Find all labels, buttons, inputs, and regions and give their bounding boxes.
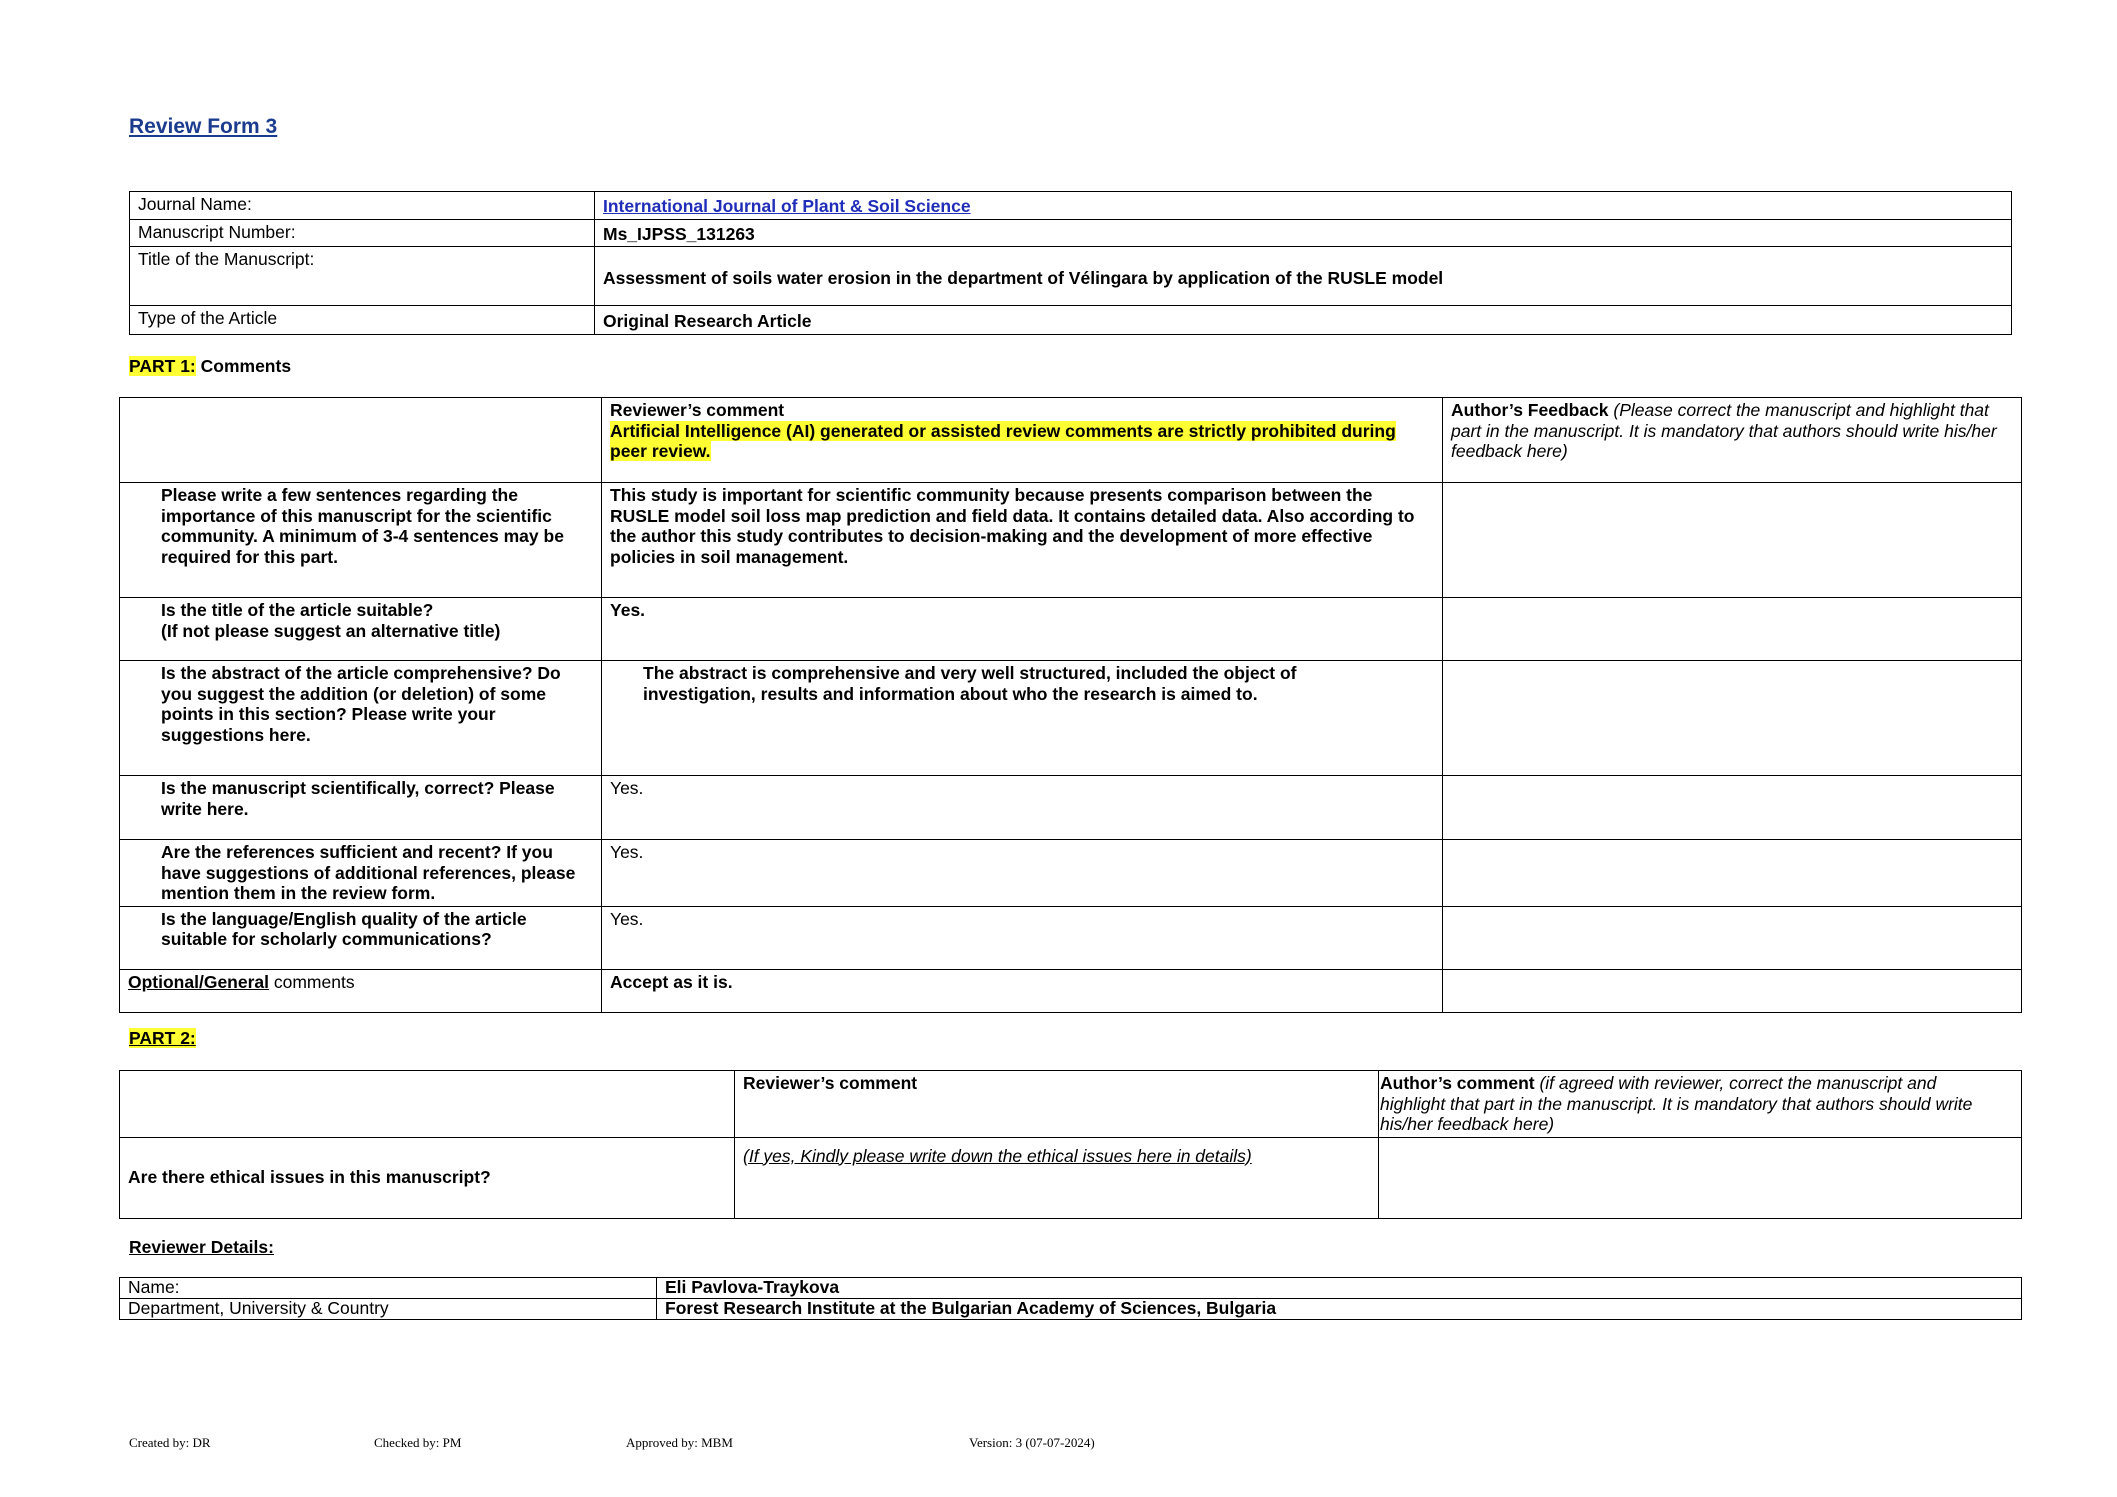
answer-title: Yes. xyxy=(602,598,1443,661)
info-label: Journal Name: xyxy=(130,192,595,220)
ai-prohibited-notice: Artificial Intelligence (AI) generated or assisted review comments are strictly prohibited during peer review. xyxy=(610,420,1396,461)
form-title: Review Form 3 xyxy=(129,115,278,138)
optional-comments-rest: comments xyxy=(269,971,355,992)
info-label: Type of the Article xyxy=(130,306,595,335)
author-feedback-cell[interactable] xyxy=(1443,598,2022,661)
optional-comments-label xyxy=(120,969,602,1012)
reviewer-details-table xyxy=(119,1277,2022,1320)
journal-name-link[interactable]: International Journal of Plant & Soil Science xyxy=(603,196,971,216)
part1-header-row xyxy=(120,398,2022,483)
part1-heading xyxy=(129,356,291,377)
table-row xyxy=(120,776,2022,840)
part2-reviewer-comment-header: Reviewer’s comment xyxy=(735,1071,1379,1138)
footer-created-by: Created by: DR xyxy=(129,1435,211,1450)
question-scientific: Is the manuscript scientifically, correct? Please write here. xyxy=(120,776,602,840)
info-value: Ms_IJPSS_131263 xyxy=(595,219,2012,247)
reviewer-affiliation: Forest Research Institute at the Bulgarian Academy of Sciences, Bulgaria xyxy=(657,1299,2022,1320)
info-value: Assessment of soils water erosion in the department of Vélingara by application of the RUSLE model xyxy=(595,247,2012,306)
answer-scientific: Yes. xyxy=(602,776,1443,840)
question-references: Are the references sufficient and recent? If you have suggestions of additional references, please mention them in the review form. xyxy=(120,840,602,907)
optional-comments-answer: Accept as it is. xyxy=(602,969,1443,1012)
part2-author-comment-instructions: (if agreed with reviewer, correct the manuscript and highlight that part in the manuscript. It is mandatory that authors should write his/her feedback here) xyxy=(1380,1073,1973,1134)
info-row-manuscript-number xyxy=(130,219,2012,247)
footer-version: Version: 3 (07-07-2024) xyxy=(969,1435,1095,1450)
question-importance: Please write a few sentences regarding the importance of this manuscript for the scientific community. A minimum of 3-4 sentences may be required for this part. xyxy=(120,483,602,598)
author-feedback-cell[interactable] xyxy=(1443,483,2022,598)
question-language: Is the language/English quality of the article suitable for scholarly communications? xyxy=(120,906,602,969)
manuscript-info-table xyxy=(129,191,2012,335)
author-feedback-cell[interactable] xyxy=(1443,840,2022,907)
author-feedback-cell[interactable] xyxy=(1443,969,2022,1012)
info-value: Original Research Article xyxy=(595,306,2012,335)
table-row xyxy=(120,840,2022,907)
table-row xyxy=(120,661,2022,776)
optional-general-label: Optional/General xyxy=(128,971,269,992)
info-label: Title of the Manuscript: xyxy=(130,247,595,306)
reviewer-name: Eli Pavlova-Traykova xyxy=(657,1278,2022,1299)
table-row xyxy=(120,969,2022,1012)
part2-ethics-table xyxy=(119,1070,2022,1219)
reviewer-row-affiliation xyxy=(120,1299,2022,1320)
author-feedback-cell[interactable] xyxy=(1443,661,2022,776)
author-feedback-header: Author’s Feedback xyxy=(1451,400,1609,420)
table-row xyxy=(120,483,2022,598)
question-abstract: Is the abstract of the article comprehensive? Do you suggest the addition (or deletion) of some points in this section? Please write your suggestions here. xyxy=(120,661,602,776)
footer-approved-by: Approved by: MBM xyxy=(626,1435,733,1450)
info-row-article-type xyxy=(130,306,2012,335)
reviewer-label: Name: xyxy=(120,1278,657,1299)
answer-abstract: The abstract is comprehensive and very well structured, included the object of investigation, results and information about who the research is aimed to. xyxy=(602,661,1443,776)
question-title: Is the title of the article suitable? (If not please suggest an alternative title) xyxy=(120,598,602,661)
answer-importance: This study is important for scientific community because presents comparison between the RUSLE model soil loss map prediction and field data. It contains detailed data. Also according to the author this study contributes to decision-making and the development of more effective policies in soil management. xyxy=(602,483,1443,598)
ethics-question: Are there ethical issues in this manuscript? xyxy=(120,1137,735,1218)
answer-references: Yes. xyxy=(602,840,1443,907)
part1-comments-table xyxy=(119,397,2022,1013)
footer-checked-by: Checked by: PM xyxy=(374,1435,462,1450)
info-row-journal xyxy=(130,192,2012,220)
reviewer-label: Department, University & Country xyxy=(120,1299,657,1320)
table-row xyxy=(120,598,2022,661)
part1-heading-rest: Comments xyxy=(195,356,292,376)
reviewer-row-name xyxy=(120,1278,2022,1299)
part2-label: PART 2: xyxy=(129,1028,196,1048)
answer-language: Yes. xyxy=(602,906,1443,969)
reviewer-details-heading: Reviewer Details: xyxy=(129,1237,274,1257)
part2-author-comment-header: Author’s comment xyxy=(1380,1073,1535,1093)
table-row xyxy=(120,906,2022,969)
info-row-title xyxy=(130,247,2012,306)
part1-label: PART 1: xyxy=(129,356,196,376)
info-label: Manuscript Number: xyxy=(130,219,595,247)
author-feedback-cell[interactable] xyxy=(1443,776,2022,840)
author-feedback-cell[interactable] xyxy=(1443,906,2022,969)
part2-author-comment-cell[interactable] xyxy=(1379,1137,2022,1218)
author-feedback-instructions: (Please correct the manuscript and highlight that part in the manuscript. It is mandatory that authors should write his/her feedback here) xyxy=(1451,400,1997,461)
part2-heading xyxy=(129,1028,196,1049)
part2-header-row xyxy=(120,1071,2022,1138)
table-row xyxy=(120,1137,2022,1218)
ethics-answer-hint: (If yes, Kindly please write down the ethical issues here in details) xyxy=(743,1145,1252,1166)
reviewer-comment-header: Reviewer’s comment xyxy=(610,400,785,420)
